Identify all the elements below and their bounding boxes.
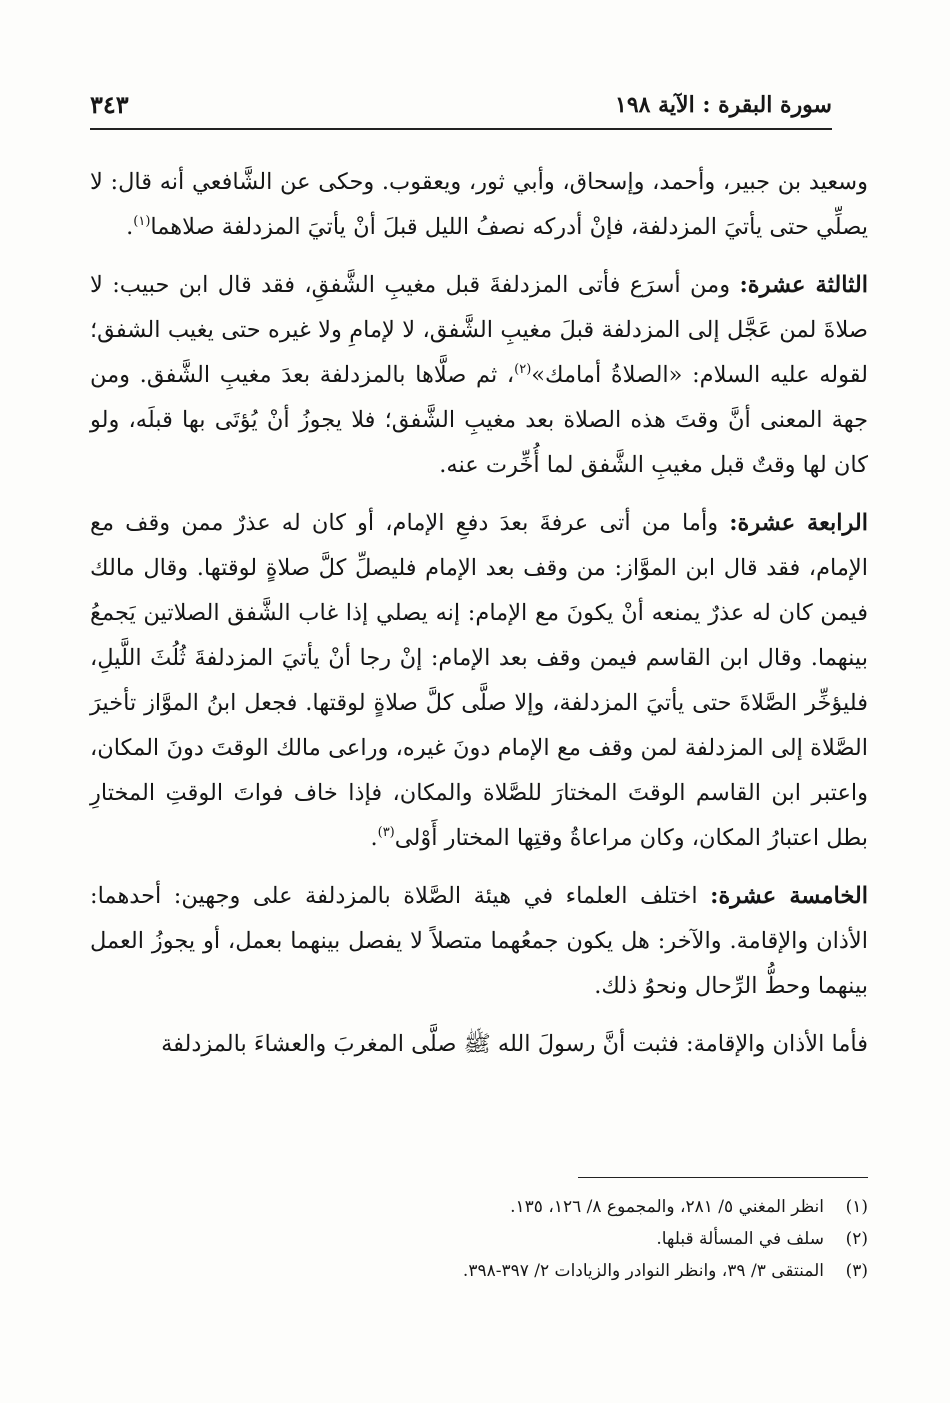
section-lead: الرابعة عشرة: [729, 510, 868, 536]
paragraph [90, 160, 868, 250]
paragraph [90, 501, 868, 861]
paragraph-tail: ، ثم صلَّاها بالمزدلفة بعدَ مغيبِ الشَّفق. ومن جهة المعنى أنَّ وقتَ هذه الصلاة بعد مغيبِ الشَّفق؛ فلا يجوزُ أنْ يُؤتَى بها قبلَه، ولو كان لها وقتٌ قبل مغيبِ الشَّفق لما أُخِّرت عنه. [90, 362, 868, 478]
footnote [90, 1223, 868, 1255]
paragraph-text: وأما من أتى عرفةَ بعدَ دفعِ الإمام، أو كان له عذرٌ ممن وقف مع الإمام، فقد قال ابن الموَّاز: من وقف بعد الإمام فليصلِّ كلَّ صلاةٍ لوقتها. وقال مالك فيمن كان له عذرٌ يمنعه أنْ يكونَ مع الإمام: إنه يصلي إذا غاب الشَّفق الصلاتين يَجمعُ بينهما. وقال ابن القاسم فيمن وقف بعد الإمام: إنْ رجا أنْ يأتيَ المزدلفةَ ثُلُثَ اللَّيلِ، فليؤخِّر الصَّلاةَ حتى يأتيَ المزدلفة، وإلا صلَّى كلَّ صلاةٍ لوقتها. فجعل ابنُ الموَّاز تأخيرَ الصَّلاة إلى المزدلفة لمن وقف مع الإمام دونَ غيره، وراعى مالك الوقتَ دونَ المكان، واعتبر ابن القاسم الوقتَ المختارَ للصَّلاة والمكان، فإذا خاف فواتَ الوقتِ المختارِ بطل اعتبارُ المكان، وكان مراعاةُ وقتِها المختار أَوْلى [90, 510, 868, 851]
page-header [90, 88, 832, 130]
footnote-ref[interactable]: (١) [133, 214, 151, 229]
paragraph [90, 874, 868, 1009]
paragraph-text: ومن أسرَع فأتى المزدلفةَ قبل مغيبِ الشَّفقِ، فقد قال ابن حبيب: لا صلاةَ لمن عَجَّل إلى المزدلفة قبلَ مغيبِ الشَّفق، لا لإمامِ ولا غيره حتى يغيب الشفق؛ لقوله عليه السلام: «الصلاةُ أمامك» [90, 272, 868, 388]
footnote-number: (٣) [845, 1261, 868, 1281]
footnote-number: (١) [845, 1197, 868, 1217]
paragraph-tail: . [126, 214, 134, 240]
footnote-ref[interactable]: (٣) [377, 825, 395, 840]
footnote-text: المنتقى ٣/ ٣٩، وانظر النوادر والزيادات ٢/ ٣٩٧-٣٩٨. [462, 1261, 824, 1281]
paragraph-text: وسعيد بن جبير، وأحمد، وإسحاق، وأبي ثور، ويعقوب. وحكى عن الشَّافعي أنه قال: لا يصلِّي حتى يأتيَ المزدلفة، فإنْ أدركه نصفُ الليل قبلَ أنْ يأتيَ المزدلفة صلاهما [90, 169, 868, 240]
footnote-number: (٢) [845, 1229, 868, 1249]
paragraph-text: اختلف العلماء في هيئة الصَّلاة بالمزدلفة على وجهين: أحدهما: الأذان والإقامة. والآخر: هل يكون جمعُهما متصلاً لا يفصل بينهما بعمل، أو يجوزُ العمل بينهما وحطُّ الرِّحال ونحوُ ذلك. [90, 883, 868, 999]
body-text [90, 160, 868, 1080]
paragraph-text: فأما الأذان والإقامة: فثبت أنَّ رسولَ الله ﷺ صلَّى المغربَ والعشاءَ بالمزدلفة [161, 1031, 868, 1057]
footnote [90, 1255, 868, 1287]
footnote-text: انظر المغني ٥/ ٢٨١، والمجموع ٨/ ١٢٦، ١٣٥. [510, 1197, 824, 1217]
paragraph-tail: . [370, 825, 378, 851]
section-lead: الثالثة عشرة: [739, 272, 868, 298]
running-title: سورة البقرة : الآية ١٩٨ [615, 92, 832, 118]
footnote-text: سلف في المسألة قبلها. [656, 1229, 824, 1249]
footnote [90, 1191, 868, 1223]
footnote-ref[interactable]: (٢) [514, 362, 532, 377]
footnotes [90, 1191, 868, 1287]
paragraph [90, 263, 868, 488]
footnote-divider [578, 1177, 868, 1178]
paragraph [90, 1022, 868, 1067]
page-number: ٣٤٣ [90, 90, 129, 119]
section-lead: الخامسة عشرة: [710, 883, 868, 909]
